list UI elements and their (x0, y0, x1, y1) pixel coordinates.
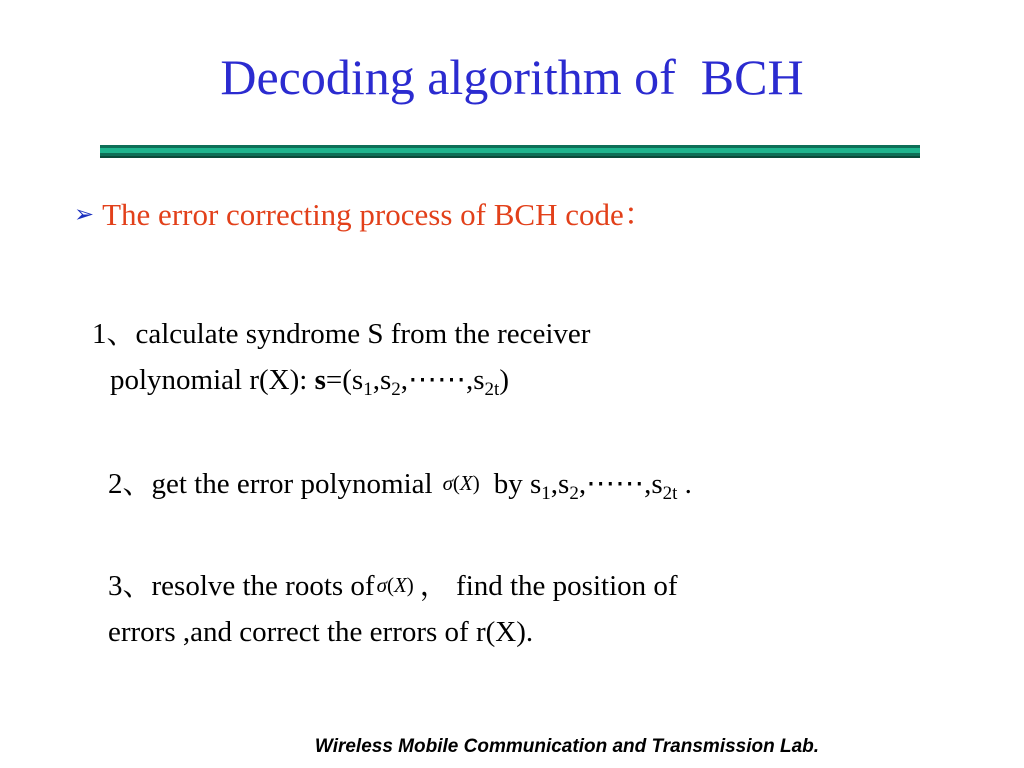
step-2-end: . (677, 468, 692, 500)
step-2 (108, 460, 692, 517)
syndrome-sep: ,s (372, 364, 392, 396)
syndrome-ellipsis: ,⋯⋯,s (400, 364, 485, 396)
sigma-symbol: σ (376, 573, 387, 597)
subscript: 2 (391, 379, 401, 400)
syndrome-vector-symbol: s (314, 364, 326, 396)
paren-open: ( (386, 573, 394, 597)
sigma-symbol: σ (442, 471, 453, 495)
subscript: 1 (363, 379, 373, 400)
title-divider (100, 145, 920, 159)
step-1-line-1 (92, 311, 590, 357)
syndrome-sep: ,s (550, 468, 570, 500)
sigma-x-formula (443, 460, 480, 506)
subscript: 2t (662, 483, 678, 504)
footer-lab-name: Wireless Mobile Communication and Transmission Lab. (314, 736, 820, 757)
step-3-line-2 (108, 609, 678, 655)
step-1-text: 1、calculate syndrome S from the receiver (92, 318, 591, 350)
step-3-line-1 (108, 562, 678, 609)
subscript: 2 (569, 483, 579, 504)
sigma-x-formula (377, 562, 414, 608)
arrow-bullet-icon: ➢ (74, 200, 95, 228)
syndrome-eq-close: ) (499, 364, 509, 396)
slide-title: Decoding algorithm of BCH (220, 49, 804, 105)
paren-close: ) (406, 573, 414, 597)
step-1 (92, 311, 590, 413)
bullet-item (74, 196, 655, 233)
step-3-text-line-2: errors ,and correct the errors of r(X). (108, 616, 534, 648)
step-2-text: 2、get the error polynomial (108, 468, 433, 500)
step-1-polynomial-label: polynomial r(X): (110, 364, 315, 396)
subscript: 2t (484, 379, 500, 400)
divider-band (100, 156, 920, 158)
variable-x: X (393, 573, 407, 597)
bullet-text: The error correcting process of BCH code： (102, 197, 655, 232)
step-2-by: by s (493, 468, 542, 500)
paren-close: ) (472, 471, 480, 495)
step-3 (108, 562, 678, 655)
subscript: 1 (541, 483, 551, 504)
step-3-text: 3、resolve the roots of (108, 570, 375, 602)
syndrome-eq-open: =(s (325, 364, 364, 396)
paren-open: ( (452, 471, 460, 495)
step-1-line-2 (92, 357, 590, 413)
variable-x: X (459, 471, 473, 495)
step-3-text-cont: ， find the position of (419, 570, 678, 602)
syndrome-ellipsis: ,⋯⋯,s (578, 468, 663, 500)
